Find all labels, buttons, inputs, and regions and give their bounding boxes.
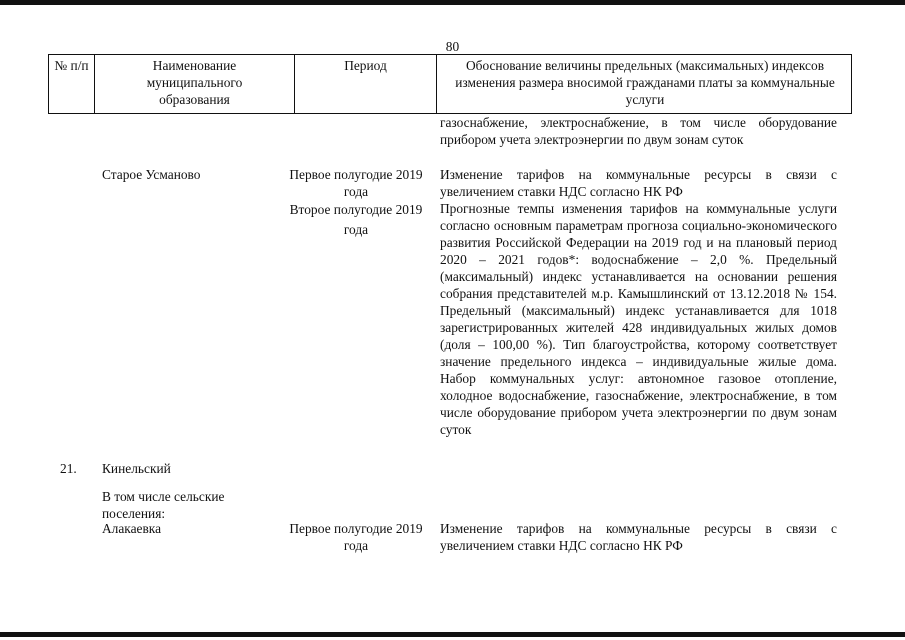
header-municipality: Наименование муниципального образования xyxy=(95,55,295,113)
header-number: № п/п xyxy=(49,55,95,113)
page-number: 80 xyxy=(445,39,460,54)
row-name: Алакаевка xyxy=(102,521,162,536)
row-basis: Изменение тарифов на коммунальные ресурсы в связи с увеличением ставки НДС согласно НК РФ xyxy=(440,167,837,199)
row-period: Первое полугодие 2019 года xyxy=(289,521,423,553)
row-basis: Изменение тарифов на коммунальные ресурсы в связи с увеличением ставки НДС согласно НК РФ xyxy=(440,521,837,553)
row-basis: Прогнозные темпы изменения тарифов на коммунальные услуги согласно основным параметрам прогноза социально-экономического развития Российской Федерации на 2019 год и на плановый период 2020 – 2021 годов*: водоснабжение – 2,0 %. Предельный (максимальный) индекс устанавливается на основании решения собрания представителей м.р. Камышлинский от 13.12.2018 № 154. Предельный (максимальный) индекс устанавливается для 1018 зарегистрированных жителей 428 индивидуальных жилых домов (доля – 100,00 %). Тип благоустройства, которому соответствует значение предельного индекса – индивидуальные жилые дома. Набор коммунальных услуг: автономное газовое отопление, холодное водоснабжение, газоснабжение, электроснабжение, в том числе оборудование прибором учета электроэнергии по двум зонам суток xyxy=(440,201,837,437)
table-header xyxy=(48,54,852,114)
row-period: Второе полугодие 2019 года xyxy=(289,202,423,237)
row-number: 21. xyxy=(60,461,77,476)
header-period: Период xyxy=(295,55,437,113)
page-edge-top xyxy=(0,0,905,5)
row-name: Кинельский xyxy=(102,461,171,476)
row-period: Первое полугодие 2019 года xyxy=(289,167,423,199)
row-name: В том числе сельские поселения: xyxy=(102,489,225,521)
page-edge-bottom xyxy=(0,632,905,637)
continuation-text: газоснабжение, электроснабжение, в том числе оборудование прибором учета электроэнергии по двум зонам суток xyxy=(440,115,837,147)
header-basis: Обоснование величины предельных (максимальных) индексов изменения размера вносимой гражданами платы за коммунальные услуги xyxy=(455,58,835,107)
row-name: Старое Усманово xyxy=(102,167,201,182)
